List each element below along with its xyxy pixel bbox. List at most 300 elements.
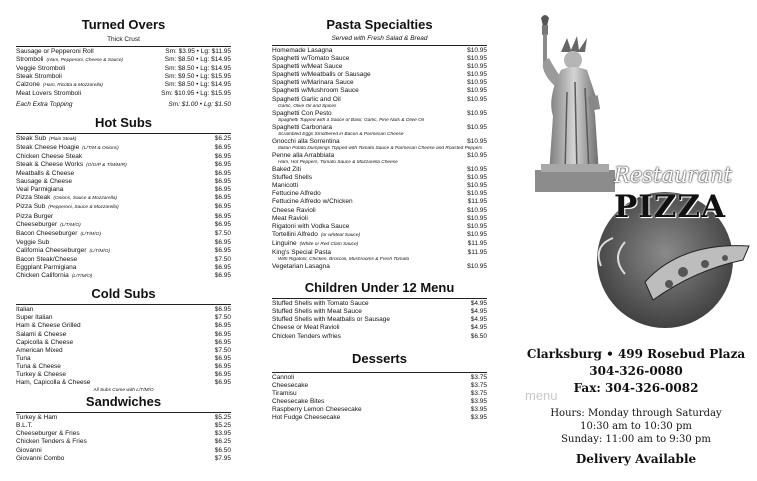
- menu-item-price: $7.50: [214, 229, 231, 237]
- menu-item-price: $3.95: [470, 414, 487, 422]
- menu-item-label: Spaghetti Con Pesto: [272, 109, 332, 117]
- menu-item-label: Pizza Sub: [16, 203, 46, 211]
- menu-item-price: $10.95: [467, 55, 487, 63]
- menu-item-row: [16, 272, 231, 281]
- menu-item-row: [16, 48, 231, 56]
- menu-item-name: [16, 363, 215, 371]
- menu-item-name: [16, 56, 165, 65]
- menu-item-price: $10.95: [467, 71, 487, 79]
- menu-item-name: [272, 190, 467, 198]
- menu-item-label: Meat Ravioli: [272, 214, 308, 222]
- menu-item-description: Italian Potato Dumplings Topped with Tomato Sauce & Parmesan Cheese and Roasted Peppers: [278, 145, 483, 151]
- menu-item-note: (L/T/M/O): [71, 274, 93, 280]
- menu-item-name: [16, 239, 215, 247]
- menu-item-price: $4.95: [470, 300, 487, 308]
- menu-item-label: Stuffed Shells: [272, 174, 312, 182]
- menu-item-row: [272, 215, 487, 223]
- menu-item-label: Cheesecake Bites: [272, 397, 325, 405]
- menu-item-name: [272, 110, 467, 118]
- menu-item-note: (L/T/M/O): [80, 231, 101, 237]
- menu-item-price: $6.95: [214, 220, 231, 228]
- menu-item-name: [272, 263, 467, 271]
- menu-item-price: $10.95: [467, 174, 487, 182]
- menu-item-price: $6.95: [214, 160, 231, 168]
- menu-item-row: [16, 314, 231, 322]
- menu-item-label: Spaghetti w/Tomato Sauce: [272, 55, 350, 63]
- menu-item-label: Spaghetti w/Meat Sauce: [272, 63, 343, 71]
- menu-item-name: [16, 414, 215, 422]
- menu-item-note: (L/T/M/O): [60, 222, 81, 228]
- menu-item-label: Sausage or Pepperoni Roll: [16, 48, 94, 55]
- menu-item-price: $10.95: [467, 109, 487, 117]
- turned-overs-subtitle: Thick Crust: [107, 36, 140, 43]
- menu-item-price: Sm: $3.95 • Lg: $11.95: [165, 48, 231, 55]
- menu-item-price: $10.95: [467, 230, 487, 238]
- menu-item-label: Cheeseburger: [16, 220, 58, 228]
- menu-item-price: Sm: $8.50 • Lg: $14.95: [164, 65, 231, 73]
- menu-item-price: $10.95: [467, 137, 487, 145]
- menu-item-price: $5.25: [214, 422, 231, 430]
- menu-item-label: King's Special Pasta: [272, 248, 332, 256]
- menu-item-name: [272, 414, 471, 422]
- menu-item-label: Stuffed Shells with Meat Sauce: [272, 308, 362, 316]
- menu-item-name: [272, 398, 471, 406]
- menu-item-name: [16, 65, 165, 73]
- menu-item-price: $6.95: [214, 246, 231, 254]
- menu-item-price: $10.95: [467, 214, 487, 222]
- pasta-list: [272, 47, 487, 271]
- menu-item-price: $3.95: [470, 397, 487, 405]
- menu-item-price: $6.95: [214, 379, 231, 387]
- menu-item-label: Chicken Cheese Steak: [16, 152, 83, 160]
- menu-item-name: [272, 124, 467, 132]
- menu-item-row: [272, 124, 487, 132]
- menu-item-label: Calzone: [16, 81, 40, 89]
- menu-item-label: Steak Sub: [16, 134, 46, 142]
- divider: [272, 372, 487, 373]
- menu-item-price: $3.75: [470, 373, 487, 381]
- menu-item-name: [16, 339, 215, 347]
- menu-item-row: [16, 186, 231, 194]
- menu-item-name: [272, 324, 471, 332]
- menu-item-name: [16, 186, 215, 194]
- menu-item-name: [272, 390, 471, 398]
- menu-item-label: Eggplant Parmigiana: [16, 264, 77, 272]
- menu-item-name: [16, 81, 165, 90]
- menu-item-row: [16, 221, 231, 230]
- menu-item-name: [16, 213, 215, 221]
- menu-item-name: [272, 333, 471, 341]
- menu-item-label: Ham & Cheese Grilled: [16, 322, 81, 330]
- menu-item-name: [16, 161, 215, 170]
- delivery-available: Delivery Available: [575, 452, 697, 466]
- menu-item-name: [16, 264, 215, 272]
- children-title: Children Under 12 Menu: [304, 280, 455, 296]
- menu-item-label: Giovanni Combo: [16, 454, 65, 462]
- menu-item-label: Gnocchi alla Sorrentina: [272, 137, 340, 145]
- menu-item-row: [272, 63, 487, 71]
- menu-item-price: $6.50: [470, 332, 487, 340]
- menu-item-label: Pizza Burger: [16, 212, 54, 220]
- divider: [272, 298, 487, 299]
- hot-subs-title: Hot Subs: [94, 114, 153, 130]
- extra-topping-row: [16, 101, 231, 109]
- menu-item-row: [272, 414, 487, 422]
- menu-item-name: [16, 144, 215, 153]
- menu-item-price: $3.75: [470, 381, 487, 389]
- menu-item-row: [16, 339, 231, 347]
- menu-item-name: [272, 71, 467, 79]
- menu-item-name: [16, 422, 215, 430]
- menu-item-label: Steak Cheese Hoagie: [16, 143, 80, 151]
- menu-item-row: [272, 166, 487, 174]
- menu-item-label: B.L.T.: [16, 422, 33, 430]
- menu-item-label: Steak & Cheese Works: [16, 160, 84, 168]
- watermark: menu: [525, 388, 558, 403]
- menu-item-label: Chicken California: [16, 272, 69, 280]
- divider: [272, 45, 487, 46]
- menu-item-price: $4.95: [470, 308, 487, 316]
- menu-item-name: [272, 198, 468, 206]
- menu-item-row: [16, 455, 231, 463]
- menu-item-name: [272, 374, 471, 382]
- menu-item-row: [16, 213, 231, 221]
- menu-item-row: [16, 430, 231, 438]
- menu-item-price: $6.95: [214, 194, 231, 202]
- menu-item-label: Linguine: [272, 239, 297, 247]
- menu-item-row: [16, 65, 231, 73]
- menu-item-label: Veggie Stromboli: [16, 65, 66, 73]
- menu-item-price: $11.95: [467, 248, 487, 256]
- menu-item-name: [16, 371, 215, 379]
- menu-item-label: Tortellini Alfredo: [272, 230, 318, 238]
- menu-item-price: $6.95: [214, 186, 231, 194]
- menu-item-name: [16, 90, 161, 98]
- menu-item-name: [272, 138, 467, 146]
- menu-item-price: $10.95: [467, 222, 487, 230]
- menu-item-price: Sm: $10.95 • Lg: $15.95: [161, 90, 231, 98]
- menu-item-row: [16, 56, 231, 65]
- menu-item-row: [16, 203, 231, 212]
- extra-topping-name: Each Extra Topping: [16, 100, 73, 108]
- divider: [16, 133, 231, 134]
- menu-item-name: [272, 223, 467, 231]
- menu-item-row: [16, 331, 231, 339]
- menu-item-row: [16, 256, 231, 264]
- menu-item-note: (Onions, Sauce & Mozzarella): [53, 196, 118, 202]
- menu-item-label: Capicolla & Cheese: [16, 338, 74, 346]
- menu-item-price: $11.95: [467, 198, 487, 206]
- menu-item-price: $10.95: [467, 182, 487, 190]
- menu-item-price: $10.95: [467, 166, 487, 174]
- menu-item-price: $6.25: [214, 438, 231, 446]
- menu-item-row: [272, 55, 487, 63]
- extra-topping-price: Sm: $1.00 • Lg: $1.50: [168, 100, 231, 108]
- turned-overs-list: [16, 48, 231, 99]
- menu-item-price: $6.95: [214, 143, 231, 151]
- menu-item-price: $4.95: [470, 324, 487, 332]
- menu-item-label: Hot Fudge Cheesecake: [272, 414, 341, 422]
- menu-item-row: [272, 138, 487, 146]
- menu-item-price: $6.95: [214, 152, 231, 160]
- phone[interactable]: 304-326-0080: [589, 364, 683, 378]
- menu-item-note: (O/G/P & T/M/M/R): [86, 162, 127, 168]
- menu-item-row: [16, 264, 231, 272]
- pasta-title: Pasta Specialties: [326, 17, 433, 32]
- menu-item-price: $6.95: [214, 238, 231, 246]
- menu-item-label: Homemade Lasagna: [272, 47, 333, 54]
- menu-item-price: $6.95: [214, 272, 231, 280]
- menu-item-name: [272, 47, 467, 55]
- menu-item-row: [272, 263, 487, 271]
- hours-weekday: 10:30 am to 10:30 pm: [580, 421, 692, 432]
- menu-item-note: (Pepperoni, Sauce & Mozzarella): [48, 205, 119, 211]
- menu-item-name: [16, 430, 215, 438]
- menu-item-label: Bacon Cheeseburger: [16, 229, 78, 237]
- menu-item-label: Turkey & Cheese: [16, 371, 66, 378]
- menu-item-row: [16, 239, 231, 247]
- menu-item-label: Meatballs & Cheese: [16, 170, 75, 178]
- menu-item-name: [272, 63, 467, 71]
- menu-item-name: [16, 247, 215, 256]
- menu-item-label: Meat Lovers Stromboli: [16, 90, 82, 98]
- menu-item-price: $10.95: [467, 79, 487, 87]
- menu-item-label: Giovanni: [16, 446, 42, 454]
- menu-item-row: [16, 363, 231, 371]
- menu-item-row: [16, 447, 231, 455]
- menu-item-label: Cheese or Meat Ravioli: [272, 324, 340, 332]
- menu-item-label: Stuffed Shells with Meatballs or Sausage: [272, 316, 391, 324]
- menu-item-description: Ham, Hot Peppers, Tomato Sauce & Mozzarella Cheese: [278, 160, 398, 166]
- menu-item-name: [272, 300, 471, 308]
- menu-item-price: $11.95: [467, 239, 487, 247]
- menu-item-row: [272, 198, 487, 206]
- menu-item-label: Spaghetti Garlic and Oil: [272, 95, 341, 103]
- menu-item-row: [272, 390, 487, 398]
- menu-item-label: Cheese Ravioli: [272, 206, 316, 214]
- menu-item-row: [272, 382, 487, 390]
- menu-item-name: [16, 438, 215, 446]
- menu-item-name: [272, 240, 468, 249]
- menu-item-name: [16, 314, 215, 322]
- menu-item-note: (White or Red Clam Sauce): [299, 241, 359, 247]
- menu-item-name: [16, 230, 215, 239]
- menu-item-name: [272, 152, 467, 160]
- menu-item-name: [272, 55, 467, 63]
- hot-subs-list: [16, 135, 231, 282]
- menu-item-price: $6.95: [214, 212, 231, 220]
- menu-item-label: Turkey & Ham: [16, 414, 58, 422]
- menu-item-row: [16, 347, 231, 355]
- menu-item-name: [16, 153, 215, 161]
- cold-subs-note: All Subs Come with L/T/M/O: [93, 388, 154, 394]
- menu-item-price: $6.95: [214, 362, 231, 370]
- menu-item-name: [272, 231, 467, 240]
- menu-item-price: Sm: $8.50 • Lg: $14.95: [164, 56, 231, 64]
- menu-item-row: [272, 152, 487, 160]
- divider: [16, 46, 231, 47]
- menu-item-label: Ham, Capicolla & Cheese: [16, 379, 91, 387]
- menu-item-name: [16, 331, 215, 339]
- menu-item-price: $6.95: [214, 170, 231, 178]
- menu-item-row: [16, 194, 231, 203]
- menu-item-name: [16, 306, 215, 314]
- menu-item-name: [272, 96, 467, 104]
- menu-item-label: California Cheeseburger: [16, 246, 87, 254]
- menu-item-price: $7.50: [214, 314, 231, 322]
- menu-item-name: [16, 455, 215, 463]
- menu-item-description: With Rigatoni, Chicken, Broccoli, Mushrooms & Fresh Tomato: [278, 257, 410, 263]
- menu-item-row: [16, 379, 231, 387]
- menu-item-row: [272, 316, 487, 324]
- menu-item-label: Stuffed Shells with Tomato Sauce: [272, 300, 369, 308]
- menu-item-name: [16, 322, 215, 330]
- menu-item-price: $10.95: [467, 151, 487, 159]
- menu-item-name: [16, 178, 215, 186]
- right-panel: [515, 0, 757, 481]
- sandwiches-title: Sandwiches: [85, 394, 162, 410]
- menu-item-price: $6.95: [214, 306, 231, 314]
- menu-item-name: [272, 249, 468, 257]
- desserts-list: [272, 374, 487, 423]
- menu-item-row: [16, 438, 231, 446]
- menu-item-name: [272, 215, 467, 223]
- menu-item-row: [272, 47, 487, 55]
- menu-item-price: $6.95: [214, 264, 231, 272]
- cold-subs-title: Cold Subs: [91, 286, 156, 302]
- menu-item-price: $3.75: [470, 389, 487, 397]
- menu-item-label: Chicken Tenders & Fries: [16, 438, 87, 446]
- menu-item-row: [16, 322, 231, 330]
- menu-item-note: (Ham, Pepperoni, Cheese & Sauce): [46, 58, 123, 64]
- menu-item-price: $10.95: [467, 206, 487, 214]
- fax: Fax: 304-326-0082: [573, 381, 699, 395]
- hours-title: Hours: Monday through Saturday: [550, 408, 722, 419]
- menu-item-price: $6.95: [214, 330, 231, 338]
- menu-item-row: [272, 110, 487, 118]
- menu-item-row: [16, 144, 231, 153]
- menu-item-row: [272, 207, 487, 215]
- hours-sunday: Sunday: 11:00 am to 9:30 pm: [561, 434, 711, 445]
- menu-item-row: [16, 90, 231, 98]
- menu-item-price: $10.95: [467, 123, 487, 131]
- menu-item-name: [272, 174, 467, 182]
- menu-item-name: [16, 203, 215, 212]
- menu-item-row: [16, 153, 231, 161]
- menu-item-price: $10.95: [467, 47, 487, 54]
- menu-item-price: $6.95: [214, 203, 231, 211]
- menu-item-label: Tuna & Cheese: [16, 362, 61, 370]
- menu-item-label: Spaghetti Carbonara: [272, 123, 332, 131]
- menu-item-label: Stromboli: [16, 56, 44, 64]
- menu-item-row: [272, 223, 487, 231]
- menu-item-label: Super Italian: [16, 314, 53, 322]
- menu-item-row: [272, 398, 487, 406]
- middle-column: [272, 0, 487, 422]
- menu-item-name: [16, 355, 215, 363]
- menu-item-row: [272, 231, 487, 240]
- menu-item-label: Fettucine Alfredo w/Chicken: [272, 198, 353, 206]
- menu-item-label: Veggie Sub: [16, 238, 50, 246]
- menu-item-price: $10.95: [467, 63, 487, 71]
- menu-item-price: $4.95: [470, 316, 487, 324]
- menu-item-label: Cheeseburger & Fries: [16, 430, 80, 438]
- menu-item-label: Vegetarian Lasagna: [272, 263, 330, 271]
- menu-item-label: Spaghetti w/Marinara Sauce: [272, 79, 354, 87]
- menu-item-label: Salami & Cheese: [16, 330, 67, 338]
- menu-item-price: $10.95: [467, 190, 487, 198]
- menu-item-row: [272, 374, 487, 382]
- menu-item-label: Cannoli: [272, 373, 295, 381]
- menu-item-price: $6.25: [214, 134, 231, 142]
- menu-item-name: [16, 272, 215, 281]
- menu-item-label: Italian: [16, 306, 34, 314]
- pasta-subtitle: Served with Fresh Salad & Bread: [331, 35, 428, 42]
- menu-item-label: Raspberry Lemon Cheesecake: [272, 406, 362, 413]
- menu-item-row: [272, 406, 487, 414]
- menu-item-price: $3.95: [470, 406, 487, 413]
- desserts-title: Desserts: [352, 350, 407, 366]
- menu-item-label: Bacon Steak/Cheese: [16, 255, 78, 263]
- menu-item-row: [272, 87, 487, 95]
- menu-item-row: [16, 135, 231, 144]
- menu-item-price: $6.95: [214, 322, 231, 330]
- menu-item-name: [16, 221, 215, 230]
- menu-item-note: (or w/Meat Sauce): [320, 232, 361, 238]
- menu-item-row: [16, 230, 231, 239]
- menu-item-row: [272, 324, 487, 332]
- menu-item-label: Steak Stromboli: [16, 73, 62, 81]
- pizza-logo-text: PIZZA: [613, 189, 727, 225]
- menu-item-row: [272, 240, 487, 249]
- menu-item-note: (L/T/M/O): [89, 248, 110, 254]
- menu-item-price: $6.95: [214, 371, 231, 378]
- menu-item-description: Scrambled Eggs Smothered in Bacon & Parmesan Cheese: [278, 131, 404, 137]
- menu-item-name: [272, 207, 467, 215]
- menu-item-price: $6.95: [214, 338, 231, 346]
- menu-item-label: Spaghetti w/Meatballs or Sausage: [272, 71, 371, 79]
- divider: [16, 412, 231, 413]
- restaurant-script: Restaurant: [613, 163, 733, 187]
- menu-item-label: American Mixed: [16, 346, 63, 354]
- divider: [16, 304, 231, 305]
- menu-item-price: $7.95: [214, 454, 231, 462]
- menu-item-label: Fettucine Alfredo: [272, 190, 321, 198]
- menu-item-price: Sm: $8.50 • Lg: $14.95: [164, 81, 231, 89]
- menu-item-row: [16, 414, 231, 422]
- menu-item-name: [16, 447, 215, 455]
- menu-item-name: [16, 194, 215, 203]
- menu-item-name: [272, 406, 471, 414]
- menu-item-price: $6.95: [214, 354, 231, 362]
- menu-item-price: $7.50: [214, 346, 231, 354]
- menu-item-label: Manicotti: [272, 182, 299, 190]
- menu-item-label: Baked Ziti: [272, 166, 301, 174]
- menu-item-label: Tuna: [16, 354, 31, 362]
- menu-item-label: Chicken Tenders w/fries: [272, 332, 341, 340]
- menu-item-name: [16, 135, 215, 144]
- menu-item-price: $5.25: [214, 414, 231, 422]
- menu-item-price: $10.95: [467, 87, 487, 95]
- menu-item-row: [272, 96, 487, 104]
- menu-item-row: [16, 81, 231, 90]
- menu-item-price: $6.95: [214, 178, 231, 186]
- menu-item-row: [272, 308, 487, 316]
- menu-item-row: [272, 174, 487, 182]
- menu-item-row: [16, 371, 231, 379]
- menu-item-note: (L/T/M & Onions): [82, 145, 119, 151]
- sandwiches-list: [16, 414, 231, 463]
